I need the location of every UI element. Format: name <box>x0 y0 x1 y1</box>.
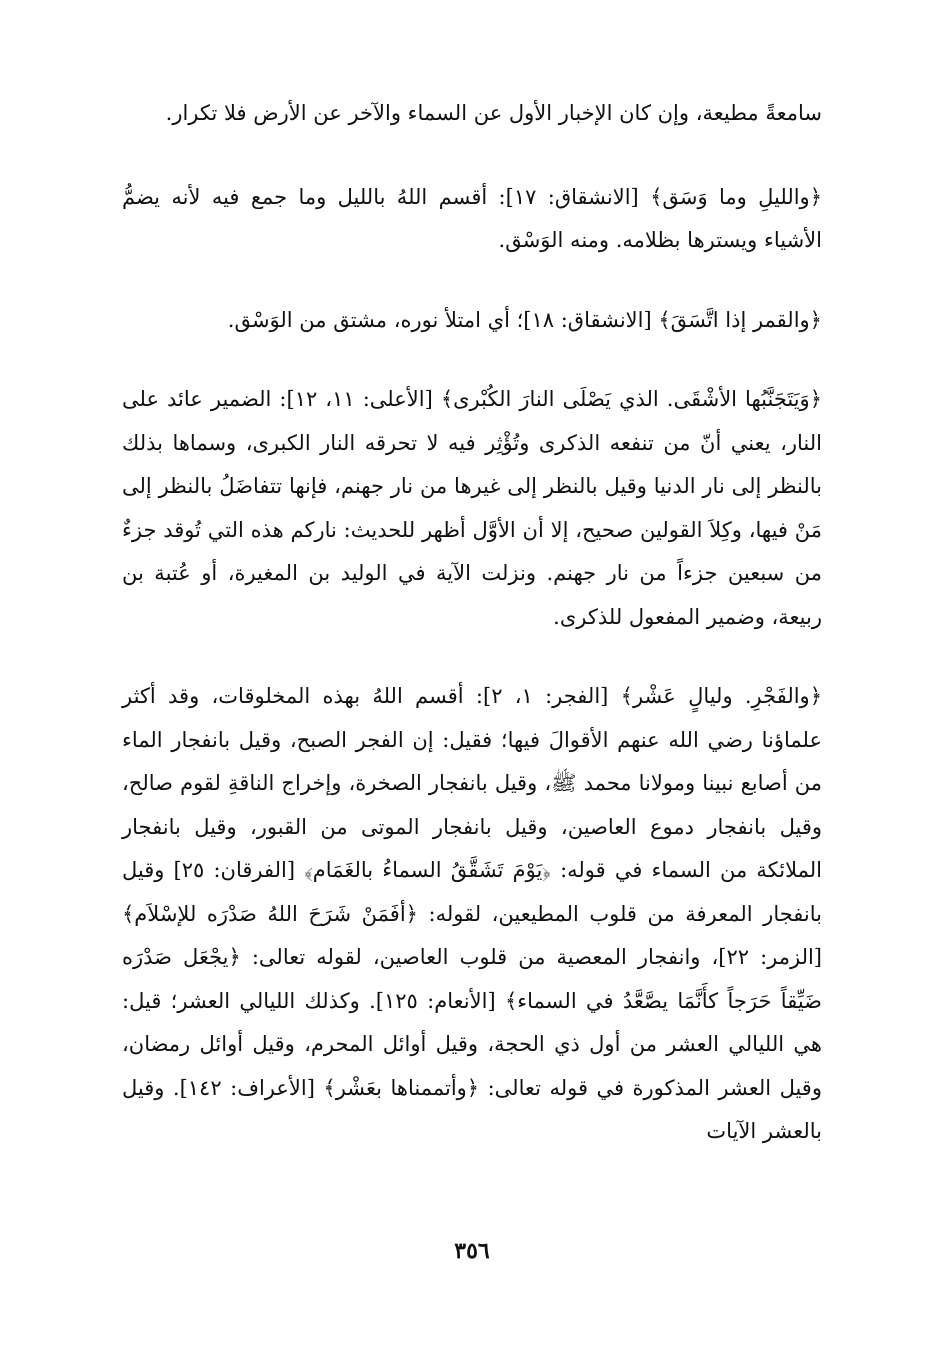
paragraph-2: ﴿والليلِ وما وَسَق﴾ [الانشقاق: ١٧]: أقسم اللهُ بالليل وما جمع فيه لأنه يضمُّ الأشياء ويسترها بظلامه. ومنه الوَسْق. <box>122 184 823 252</box>
paragraph-1: سامعةً مطيعة، وإن كان الإخبار الأول عن السماء والآخر عن الأرض فلا تكرار. <box>165 101 822 125</box>
page-number: ٣٥٦ <box>454 1238 490 1264</box>
paragraph-3: ﴿والقمر إذا اتَّسَقَ﴾ [الانشقاق: ١٨]؛ أي امتلأ نوره، مشتق من الوَسْق. <box>227 307 822 332</box>
page-body <box>122 92 822 1190</box>
paragraph-4: ﴿وَيَتَجَنَّبُها الأشْقَى. الذي يَصْلَى النارَ الكُبْرى﴾ [الأعلى: ١١، ١٢]: الضمير عائد على النار، يعني أنّ من تنفعه الذكرى وتُؤْثِر فيه لا تحرقه النار الكبرى، وسماها بذلك بالنظر إلى نار الدنيا وقيل بالنظر إلى غيرها من نار جهنم، فإنها تتفاضَلُ بالنظر إلى مَنْ فيها، وكِلاَ القولين صحيح، إلا أن الأوَّل أظهر للحديث: ناركم هذه التي تُوقد جزءٌ من سبعين جزءاً من نار جهنم. ونزلت الآية في الوليد بن المغيرة، أو عُتبة بن ربيعة، وضمير المفعول للذكرى. <box>122 387 822 629</box>
paragraph-5: ﴿والفَجْرِ. وليالٍ عَشْر﴾ [الفجر: ١، ٢]: أقسم اللهُ بهذه المخلوقات، وقد أكثر علماؤنا رضي الله عنهم الأقوالَ فيها؛ فقيل: إن الفجر الصبح، وقيل بانفجار الماء من أصابع نبينا ومولانا محمد ﷺ، وقيل بانفجار الصخرة، وإخراج الناقةِ لقوم صالح، وقيل بانفجار دموع العاصين، وقيل بانفجار الموتى من القبور، وقيل بانفجار الملائكة من السماء في قوله: ﴿يَوْمَ تَشَقَّقُ السماءُ بالغَمَام﴾ [الفرقان: ٢٥] وقيل بانفجار المعرفة من قلوب المطيعين، لقوله: ﴿أفَمَنْ شَرَحَ اللهُ صَدْرَه للإسْلاَم﴾ [الزمر: ٢٢]، وانفجار المعصية من قلوب العاصين، لقوله تعالى: ﴿يجْعَل صَدْرَه ضَيِّقاً حَرَجاً كأَنَّمَا يصَّعَّدُ في السماء﴾ [الأنعام: ١٢٥]. وكذلك الليالي العشر؛ قيل: هي الليالي العشر من أول ذي الحجة، وقيل أوائل المحرم، وقيل أوائل رمضان، وقيل العشر المذكورة في قوله تعالى: ﴿وأتممناها بعَشْر﴾ [الأعراف: ١٤٢]. وقيل بالعشر الآيات <box>122 684 822 1143</box>
